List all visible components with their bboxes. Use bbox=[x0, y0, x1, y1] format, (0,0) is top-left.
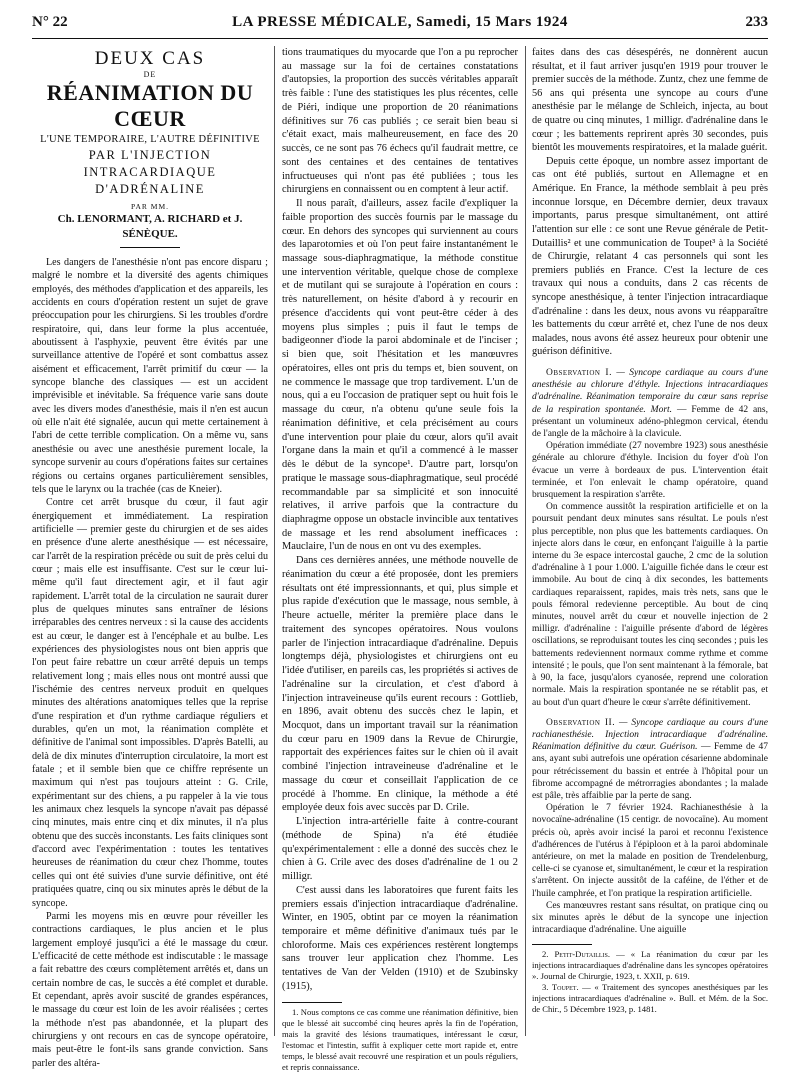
paragraph: Parmi les moyens mis en œuvre pour réveiller les contractions cardiaques, le plus ancien et le plus largement employé jusqu'ici a été le massage du cœur. L'efficacité de cette méthode est indiscutable : le massage a fait rebattre des cœurs complètement arrêtés et, dans un certain nombre de cas, le succès a été complet et durable. Et cependant, après avoir suscité de grandes espérances, le massage du cœur est loin de les avoir réalisées ; certes la méthode n'est pas abandonnée, et la plupart des chirurgiens y ont recours en cas de syncope opératoire, mais peut-être le font-ils sans grande conviction. Sans parler des altéra- bbox=[32, 910, 268, 1069]
title-line-2: RÉANIMATION DU CŒUR bbox=[46, 80, 254, 131]
title-line-1: DEUX CAS bbox=[94, 48, 206, 69]
column-2 bbox=[282, 46, 518, 1073]
footnote-3-author: 3. Toupet. bbox=[542, 982, 579, 993]
observation-1-intro: — Femme de 42 ans, présentant un volumineux adéno-phlegmon cervical, étendu de l'angle de la mâchoire à la clavicule. bbox=[532, 404, 769, 440]
paragraph: Opération le 7 février 1924. Rachianesthésie à la novocaïne-adrénaline (15 centigr. de novocaïne). Au moment précis où, après avoir incisé la paroi et reconnu l'existence d'adhérences de l'utérus à l'épiploon et à la paroi abdominale antérieure, on met la malade en position de Trendelenburg, celle-ci se cyanose et, simultanément, le cœur et la respiration s'arrêtent. On injecte aussitôt de la caféine, de l'éther et de l'huile camphrée, et l'on pratique la respiration artificielle. bbox=[532, 803, 768, 899]
par-mm: PAR MM. bbox=[131, 202, 169, 211]
title-par-line: PAR L'INJECTION bbox=[88, 148, 212, 162]
column-divider-2 bbox=[525, 46, 526, 1036]
footnote-2-text: — « La réanimation du cœur par les injections intracardiaques d'adrénaline dans les syncopes opératoires ». Journal de Chirurgie, 1923, t. XXII, p. 619. bbox=[532, 949, 768, 982]
column-1 bbox=[32, 46, 268, 1070]
paragraph: On commence aussitôt la respiration artificielle et on la poursuit pendant deux minutes sans résultat. Le pouls n'est plus perceptible, non plus que les battements cardiaques. On injecte alors dans le cœur, en enfonçant l'aiguille à la partie interne du 3e espace intercostal gauche, 2 cmc de la solution d'adrénaline à 1 pour 1.000. L'aiguille fichée dans le cœur est immobile. Au bout de cinq à dix secondes, les battements cardiaques reparaissent, rapides, mais très nets, sans que le pouls fémoral redevienne perceptible. Au bout de cinq minutes, nouvel arrêt du cœur et nouvelle injection de 2 milligr. d'adrénaline : l'aiguille présente d'abord de légères oscillations, se reproduisant toutes les cinq secondes ; puis les battements redeviennent normaux comme rythme et comme intensité ; le pouls, que l'on sent maintenant à la fémorale, bat à 90, la face, jusqu'alors cyanosée, reprend une coloration normale. Mais la respiration spontanée ne se rétablit pas, et au bout d'un quart d'heure le cœur s'arrête définitivement. bbox=[532, 502, 768, 708]
column-divider-1 bbox=[274, 46, 275, 1036]
paragraph: Les dangers de l'anesthésie n'ont pas encore disparu ; malgré le nombre et la diversité des agents chimiques employés, des méthodes d'application et des appareils, les accidents en cours d'opération restent un sujet de grave préoccupation pour les chirurgiens. Si les troubles d'ordre respiratoire, qui, dans leur forme la plus accentuée, aboutissent à l'asphyxie, peuvent être évités par une surveillance attentive de l'opéré et sont combattus assez aisément et efficacement, l'arrêt primitif du cœur — la syncope blanche des classiques — est un accident imprévisible et inévitable. Sa fréquence varie sans doute avec les divers modes d'anesthésie, mais il n'en est aucun où elle n'ait été signalée, aucun qui mette certainement à l'abri de cette terrible complication. On a même vu, sans anesthésie ou avec une anesthésie purement locale, la syncope survenir au cours d'opérations faites sur certaines régions ou certains organes particulièrement sensibles, tels que le larynx ou la trachée (cas de Kneier). bbox=[32, 257, 268, 495]
footnote-1: 1. Nous comptons ce cas comme une réanimation définitive, bien que le blessé ait succombé cinq heures après la fin de l'opération, mais la gravité des lésions traumatiques, intéressant le cœur, l'estomac et l'intestin, suffit à expliquer cette mort rapide et, entre temps, le blessé avait recouvré une respiration et un pouls réguliers, et repris connaissance. bbox=[282, 1006, 518, 1072]
footnote-rule bbox=[532, 944, 592, 945]
observation-2-intro: — Femme de 47 ans, ayant subi autrefois une opération césarienne abdominale pour rétrécissement du bassin et entrée à l'hôpital pour un fibrome accompagné de métrorragies abondantes ; la malade est pâle, très affaiblie par la perte de sang. bbox=[532, 742, 769, 801]
journal-title: LA PRESSE MÉDICALE, Samedi, 15 Mars 1924 bbox=[232, 14, 568, 30]
paragraph: tions traumatiques du myocarde que l'on a pu reprocher au massage sur la foi de certaines constatations d'autopsies, la proportion des succès véritables apparaît très faible : l'une des statistiques les plus récentes, celle de Piéri, indique une proportion de 20 réanimations définitives sur 76 cas publiés ; ce serait bien beau si c'était exact, mais malheureusement, en face des 20 succès, ce ne sont pas 76 échecs qu'il faudrait mettre, ce sont des centaines et des centaines de tentatives infructueuses qui n'ont pas été publiées ; tous les chirurgiens en connaissent ou en comptent à leur actif. bbox=[282, 47, 518, 196]
issue-number: N° 22 bbox=[32, 14, 68, 30]
title-de: DE bbox=[143, 70, 157, 79]
observation-2-heading: Observation II. bbox=[546, 717, 616, 728]
footnote-3 bbox=[532, 982, 768, 1015]
paragraph: Opération immédiate (27 novembre 1923) sous anesthésie générale au chlorure d'éthyle. Incision du foyer d'où l'on évacue un verre à bordeaux de pus. L'intervention était terminée, et l'on enlevait le champ opératoire, quand brusquement la respiration s'arrête. bbox=[532, 441, 768, 501]
page-number: 233 bbox=[745, 14, 768, 30]
paragraph: Dans ces dernières années, une méthode nouvelle de réanimation du cœur a été proposée, dont les premiers résultats ont été impressionnants, et qui, plus simple et plus rapide d'exécution que le massage, nous semble, à l'heure actuelle, mériter la première place dans le traitement des syncopes opératoires. Nous voulons parler de l'injection intracardiaque d'adrénaline. Depuis longtemps déjà, physiologistes et chirurgiens ont eu l'idée d'utiliser, en pareils cas, les propriétés si actives de l'adrénaline sur la circulation, et c'est d'abord à l'injection intraveineuse qu'ils eurent recours : Gottlieb, en 1896, avait obtenu des succès chez le lapin, et Mocquot, dans un important travail sur la réanimation du cœur paru en 1909 dans la Revue de Chirurgie, rapportait des expériences faites sur le chien où il avait combiné l'injection intraveineuse d'adrénaline et le massage du cœur et conseillait l'application de ce procédé à l'homme. En clinique, la méthode a été employée deux fois avec succès par D. Crile. bbox=[282, 555, 518, 814]
article-title-block bbox=[32, 48, 268, 248]
header-rule bbox=[32, 38, 768, 39]
observation-1-heading: Observation I. bbox=[546, 368, 612, 379]
column-3 bbox=[532, 46, 768, 1015]
observation-1 bbox=[532, 367, 768, 709]
footnote-3-text: — « Traitement des syncopes anesthésiques par les injections intracardiaques d'adrénaline ». Bull. et Mém. de la Soc. de Chir., 5 Décembre 1923, p. 1481. bbox=[532, 982, 769, 1015]
paragraph: faites dans des cas désespérés, ne donnèrent aucun résultat, et il faut arriver jusqu'en 1919 pour trouver le premier succès de la méthode. Zuntz, chez une femme de 56 ans qui présenta une syncope au cours d'une anesthésie par le mélange de Schleich, injecta, au bout de quatre ou cinq minutes, 1 milligr. d'adrénaline dans le cœur ; les battements reprirent après 30 secondes, puis bientôt les mouvements respiratoires, et la malade guérit. bbox=[532, 47, 768, 154]
observation-2-title: — Syncope cardiaque au cours d'une rachianesthésie. Injection intracardiaque d'adrénaline. Réanimation définitive du cœur. Guérison. bbox=[532, 717, 768, 753]
footnote-2 bbox=[532, 949, 768, 982]
title-rule bbox=[120, 247, 180, 248]
article-subtitle: L'UNE TEMPORAIRE, L'AUTRE DÉFINITIVE bbox=[40, 134, 260, 145]
footnote-2-author: 2. Petit-Dutaillis. bbox=[542, 949, 611, 960]
paragraph: Ces manœuvres restant sans résultat, on pratique cinq ou six minutes après le début de la syncope une injection intracardiaque d'adrénaline. Une aiguille bbox=[532, 900, 768, 936]
paragraph: Contre cet arrêt brusque du cœur, il faut agir énergiquement et immédiatement. La respiration artificielle — premier geste du chirurgien et de ses aides en présence d'une alerte anesthésique — est nécessaire, car l'arrêt de la respiration précède ou suit de près celui du cœur ; mais elle est insuffisante. C'est sur le cœur lui-même qu'il faut directement agir, et il faut agir rapidement. L'arrêt total de la circulation ne saurait durer plus de quelques minutes sans entraîner de lésions irréparables des centres nerveux : si la cause des accidents est au cœur, le danger est à l'encéphale et au bulbe. Les expériences des physiologistes nous ont bien appris que l'on peut faire rebattre un cœur arrêté depuis un temps relativement long ; mais elles nous ont montré aussi que l'ischémie des centres nerveux produit en quelques minutes des altérations anatomiques telles que la reprise d'une respiration et d'un rythme cardiaque réguliers et durables, qu'en un mot, la réanimation complète et définitive de l'animal sont impossibles. D'après Batelli, au delà de dix minutes d'interruption circulatoire, la mort est fatale ; et il semble bien que ce chiffre représente un maximum qui n'est pas toujours atteint : G. Crile, expérimentant sur des chiens, a pu rappeler à la vie tous les animaux chez lesquels la syncope n'avait pas dépassé cinq minutes, mais entre cinq et dix minutes, il n'a plus obtenu que des succès inconstants. Les faits cliniques sont d'accord avec l'expérimentation : toutes les tentatives heureuses de réanimation du cœur chez l'homme, toutes celles qui ont été suivies d'une survie définitive, ont été pratiquées quatre, cinq ou six minutes après le début de la syncope. bbox=[32, 497, 268, 909]
running-header bbox=[32, 12, 768, 34]
paragraph: Il nous paraît, d'ailleurs, assez facile d'expliquer la faible proportion des succès fournis par le massage du cœur. En dehors des syncopes qui surviennent au cours des laparotomies et où l'on peut faire instantanément le massage sous-diaphragmatique, la méthode constitue une intervention véritable, quelque chose de complexe et de mutilant qui se surajoute à l'opération en cours : très naturellement, on hésite d'abord à y recourir en présence d'accidents qui vont peut-être céder à des moyens plus simples ; puis il faut le temps de badigeonner d'iode la paroi abdominale et de l'inciser ; si bien que, soit l'hésitation et les manœuvres opératoires, elles ont pris du temps et, bien souvent, on ne commence le massage que trop tardivement. L'un de nous, qui a eu l'occasion de pratiquer sept ou huit fois le massage du cœur, n'a obtenu qu'une seule fois la réanimation définitive, et cela précisément au cours d'une intervention pour plaie du cœur, alors qu'il avait l'organe dans la main et qu'il a commencé à le masser dès le début de la syncope¹. D'autre part, lorsqu'on pratique le massage sous-diaphragmatique, seul procédé recommandable par sa simplicité et son innocuité relatives, il arrive parfois que la contracture du diaphragme oppose un obstacle invincible aux tentatives de massage et les rend absolument inefficaces : Mauclaire, l'un de nous en ont vu des exemples. bbox=[282, 198, 518, 553]
paragraph: C'est aussi dans les laboratoires que furent faits les premiers essais d'injection intracardiaque d'adrénaline. Winter, en 1905, obtint par ce moyen la réanimation temporaire et même définitive d'animaux tués par le chloroforme. Mais ces expériences restèrent longtemps sans trouver leur application chez l'homme. Les tentatives de Van der Velden (1910) et de Szubinsky (1915), bbox=[282, 884, 518, 992]
title-intra-line: INTRACARDIAQUE D'ADRÉNALINE bbox=[83, 165, 217, 196]
paragraph: Depuis cette époque, un nombre assez important de cas ont été publiés, surtout en Allemagne et en Amérique. En France, la méthode semblait à peu près inconnue lorsque, en Décembre dernier, deux travaux importants, parus presque simultanément, ont attiré l'attention sur elle : ce sont une Revue générale de Petit-Dutaillis² et une communication de Toupet³ à la Société de Chirurgie, relatant 4 cas personnels qui sont les premiers publiés en France. C'est la lecture de ces travaux qui nous a conduits, dans 2 cas récents de syncope anesthésique, à tenter l'injection intracardiaque d'adrénaline : dans les deux, nous avons vu réapparaître les battements du cœur arrêté et, chez l'une de nos deux malades, nous avons été assez heureux pour obtenir une guérison définitive. bbox=[532, 155, 768, 358]
footnote-rule bbox=[282, 1002, 342, 1003]
observation-1-title: — Syncope cardiaque au cours d'une anesthésie au chlorure d'éthyle. Injections intracardiaques d'adrénaline. Réanimation temporaire du cœur sans reprise de la respiration spontanée. Mort. bbox=[532, 368, 769, 415]
article-authors: Ch. LENORMANT, A. RICHARD et J. SÉNÈQUE. bbox=[57, 213, 243, 240]
paragraph: L'injection intra-artérielle faite à contre-courant (méthode de Spina) n'a été étudiée qu'expérimentalement : elle a donné des succès chez le chien à G. Crile avec des doses d'adrénaline de 1 ou 2 milligr. bbox=[282, 816, 518, 883]
observation-2 bbox=[532, 717, 768, 937]
